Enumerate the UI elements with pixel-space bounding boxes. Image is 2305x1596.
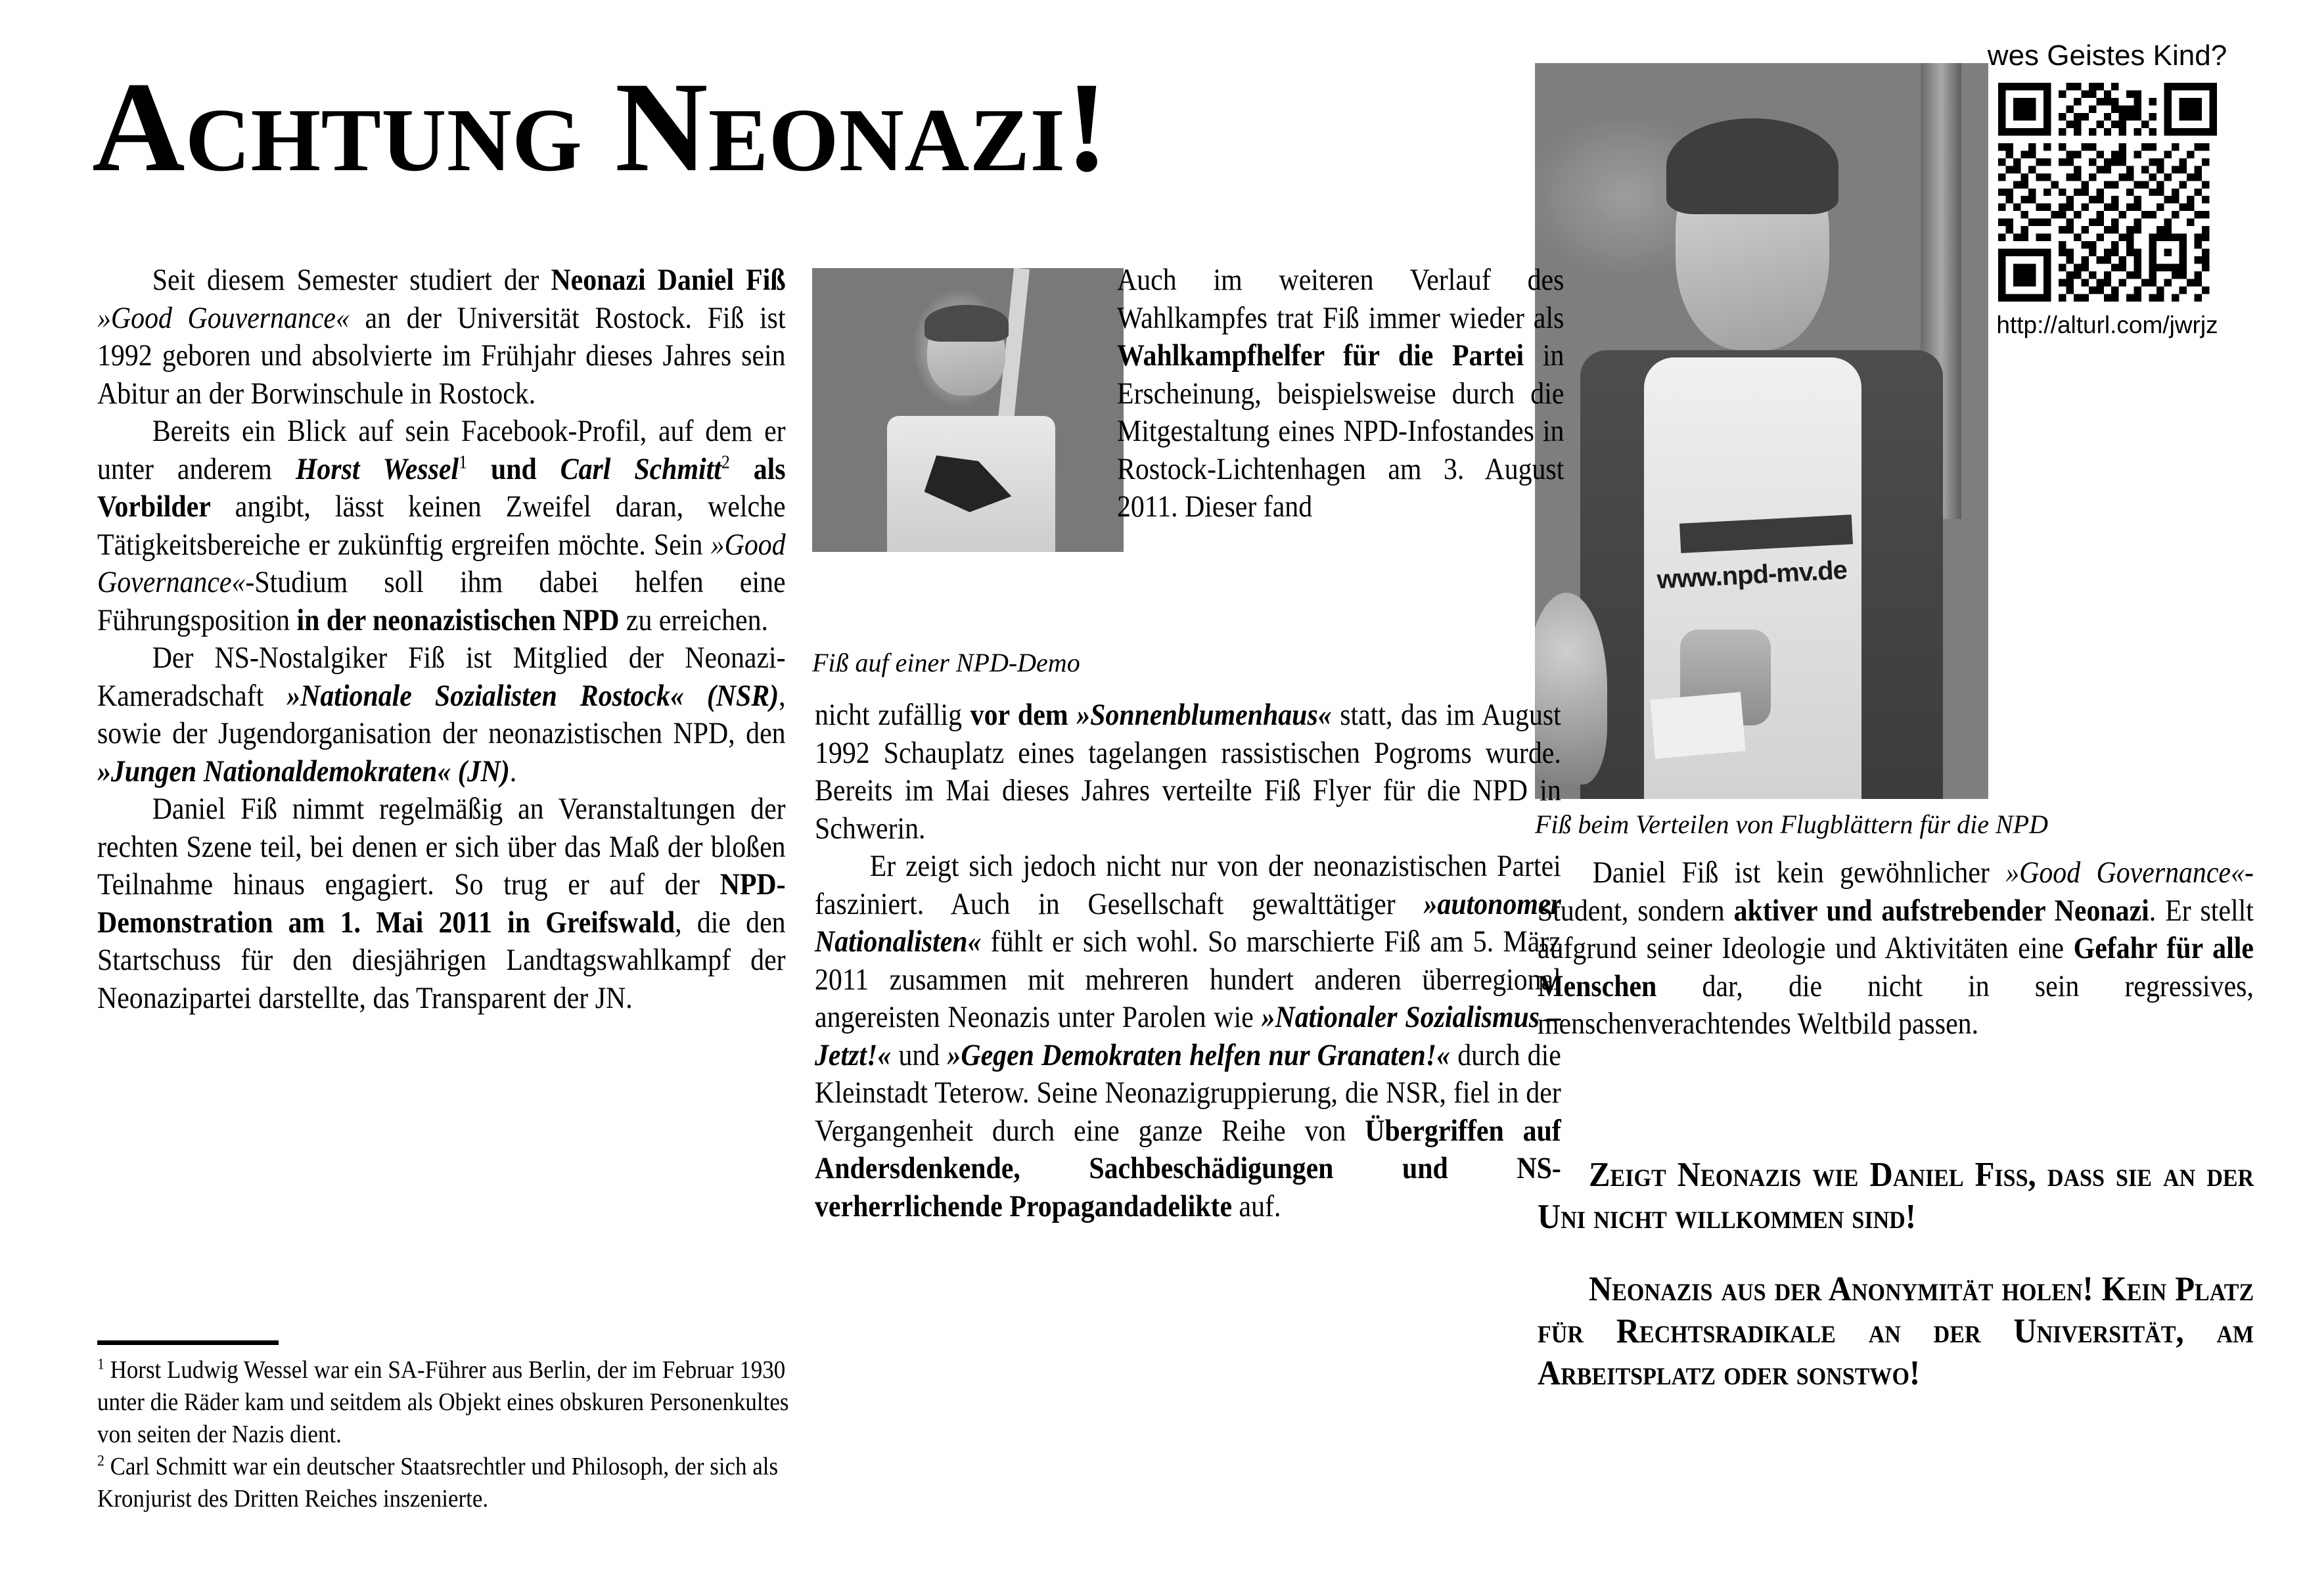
caption-leaflet: Fiß beim Verteilen von Flugblättern für die NPD xyxy=(1535,809,2048,839)
text-bold: NPD-Demonstration am 1. Mai 2011 in Greifswald xyxy=(97,868,786,940)
text-bold-italic: »autonomer Nationalisten« xyxy=(815,887,1561,959)
text-run: , die den Startschuss für den diesjährigen Landtagswahlkampf der Neonazipartei darstellte, das Transparent der JN. xyxy=(97,905,786,1015)
text-bold-italic: »Jungen Nationaldemokraten« (JN) xyxy=(97,754,510,788)
text-bold: in der neonazistischen NPD xyxy=(296,603,620,637)
article-column-2-bottom xyxy=(815,696,1561,1225)
text-run: Seit diesem Semester studiert der xyxy=(152,263,551,297)
slogan-text-2: Neonazis aus der Anonymität holen! Kein Platz für Rechtsradikale an der Universität, am Arbeitsplatz oder sonstwo! xyxy=(1538,1270,2254,1392)
text-run: statt, das im August 1992 Schauplatz eines tagelangen rassistischen Pogroms wurde. Bereits im Mai dieses Jahres verteilte Fiß Flyer für die NPD in Schwerin. xyxy=(815,698,1561,846)
text-run: Bereits ein Blick auf sein Facebook-Profil, auf dem er unter anderem xyxy=(97,415,786,486)
text-bold-italic: »Nationaler Sozialismus – Jetzt!« xyxy=(815,1001,1561,1072)
person-hair-shape xyxy=(924,305,1009,342)
article-column-3 xyxy=(1538,854,2254,1043)
text-bold: Gefahr für alle Menschen xyxy=(1538,932,2254,1003)
text-run: . Er stellt aufgrund seiner Ideologie und Aktivitäten eine xyxy=(1538,894,2254,965)
article-column-2-top xyxy=(1117,262,1564,526)
text-bold: Neonazi Daniel Fiß xyxy=(551,263,786,297)
footnote-divider xyxy=(97,1340,279,1345)
text-bold: Übergriffen auf Andersdenkende, Sachbeschädigungen und NS-verherrlichende Propagandadelikte xyxy=(815,1114,1561,1223)
footnote-marker-2: 2 xyxy=(97,1452,104,1470)
text-bold: vor dem xyxy=(970,698,1077,732)
text-bold-italic: »Nationale Sozialisten Rostock« (NSR) xyxy=(286,679,779,713)
footnote-2-text: Carl Schmitt war ein deutscher Staatsrechtler und Philosoph, der sich als Kronjurist des Dritten Reiches inszenierte. xyxy=(97,1453,779,1513)
paragraph-6 xyxy=(815,848,1561,1225)
qr-code-icon[interactable] xyxy=(1994,79,2221,306)
text-run: in Erscheinung, beispielsweise durch die Mitgestaltung eines NPD-Infostandes in Rostock-Lichtenhagen am 3. August 2011. Dieser fand xyxy=(1117,339,1564,524)
caption-npd-demo: Fiß auf einer NPD-Demo xyxy=(812,648,1080,677)
footnote-marker-1: 1 xyxy=(97,1356,104,1373)
paragraph-1 xyxy=(97,262,786,413)
text-run: angibt, lässt keinen Zweifel daran, welche Tätigkeitsbereiche er zukünftig ergreifen möchte. Sein xyxy=(97,490,786,562)
paragraph-4 xyxy=(97,790,786,1017)
text-italic: »Good Gouvernance« xyxy=(97,301,350,335)
text-run: Der NS-Nostalgiker Fiß ist Mitglied der Neonazi-Kameradschaft xyxy=(97,641,786,713)
paragraph-7 xyxy=(1538,854,2254,1043)
text-run: zu erreichen. xyxy=(619,603,768,637)
footnotes-block xyxy=(97,1340,794,1515)
text-run: , sowie der Jugendorganisation der neonazistischen NPD, den xyxy=(97,679,786,750)
text-run: -Student, sondern xyxy=(1538,856,2254,928)
qr-url-text[interactable]: http://alturl.com/jwrjz xyxy=(1996,311,2218,338)
paragraph-5b xyxy=(815,696,1561,848)
text-bold-italic: »Gegen Demokraten helfen nur Granaten!« xyxy=(947,1038,1451,1072)
text-run: Daniel Fiß ist kein gewöhnlicher xyxy=(1592,856,2006,890)
footnote-1-text: Horst Ludwig Wessel war ein SA-Führer aus Berlin, der im Februar 1930 unter die Räder kam und seitdem als Objekt eines obskuren Personenkultes von seiten der Nazis dient. xyxy=(97,1356,789,1448)
page-title: Achtung Neonazi! xyxy=(92,56,1109,198)
text-run: an der Universität Rostock. Fiß ist 1992 geboren und absolvierte im Frühjahr dieses Jahres sein Abitur an der Borwinschule in Rostock. xyxy=(97,301,786,411)
shirt-url-text: www.npd-mv.de xyxy=(1656,555,1848,595)
paragraph-2 xyxy=(97,413,786,639)
text-bold: aktiver und aufstrebender Neonazi xyxy=(1733,894,2149,928)
text-bold-italic: »Sonnenblumenhaus« xyxy=(1076,698,1332,732)
footnote-2 xyxy=(97,1451,794,1515)
text-run: durch die Kleinstadt Teterow. Seine Neonazigruppierung, die NSR, fiel in der Vergangenheit durch eine ganze Reihe von xyxy=(815,1038,1561,1148)
photo-leaflet-distribution xyxy=(1535,63,1988,799)
footnote-ref-2[interactable]: 2 xyxy=(721,451,730,472)
text-run: auf. xyxy=(1232,1189,1281,1223)
text-italic: »Good Governance« xyxy=(97,528,786,599)
paragraph-5a xyxy=(1117,262,1564,526)
text-run: . xyxy=(509,754,517,788)
text-run: Auch im weiteren Verlauf des Wahlkampfes trat Fiß immer wieder als xyxy=(1117,263,1564,335)
article-column-1 xyxy=(97,262,786,1017)
paragraph-3 xyxy=(97,639,786,790)
slogan-block-2 xyxy=(1538,1268,2254,1394)
text-run: Daniel Fiß nimmt regelmäßig an Veranstaltungen der rechten Szene teil, bei denen er sich über das Maß der bloßen Teilnahme hinaus engagiert. So trug er auf der xyxy=(97,792,786,901)
text-bold-italic: Carl Schmitt xyxy=(560,452,721,486)
person-hair-shape xyxy=(1666,118,1838,214)
footnote-ref-1[interactable]: 1 xyxy=(459,451,468,472)
text-run: nicht zufällig xyxy=(815,698,970,732)
text-italic: »Good Governance« xyxy=(2005,856,2245,890)
footnote-1 xyxy=(97,1354,794,1451)
text-bold-italic: Horst Wessel xyxy=(295,452,459,486)
text-run: dar, die nicht in sein regressives, menschenverachtendes Weltbild passen. xyxy=(1538,969,2254,1041)
slogan-text-1: Zeigt Neonazis wie Daniel Fiss, dass sie an der Uni nicht willkommen sind! xyxy=(1538,1156,2254,1236)
text-run: und xyxy=(891,1038,947,1072)
leaflet-shape xyxy=(1651,692,1746,758)
slogan-block-1 xyxy=(1538,1154,2254,1238)
qr-label: wes Geistes Kind? xyxy=(1987,39,2227,72)
text-run: -Studium soll ihm dabei helfen eine Führungsposition xyxy=(97,566,786,637)
photo-npd-demo xyxy=(812,268,1124,552)
text-run: fühlt er sich wohl. So marschierte Fiß am 5. März 2011 zusammen mit mehreren hundert anderen überregional angereisten Neonazis unter Parolen wie xyxy=(815,925,1561,1034)
text-bold: Wahlkampfhelfer für die Partei xyxy=(1117,339,1524,373)
text-bold: als Vorbilder xyxy=(97,452,786,524)
text-bold: und xyxy=(467,452,560,486)
qr-block xyxy=(1979,39,2235,340)
text-run: Er zeigt sich jedoch nicht nur von der neonazistischen Partei fasziniert. Auch in Gesellschaft gewalttätiger xyxy=(815,850,1561,921)
